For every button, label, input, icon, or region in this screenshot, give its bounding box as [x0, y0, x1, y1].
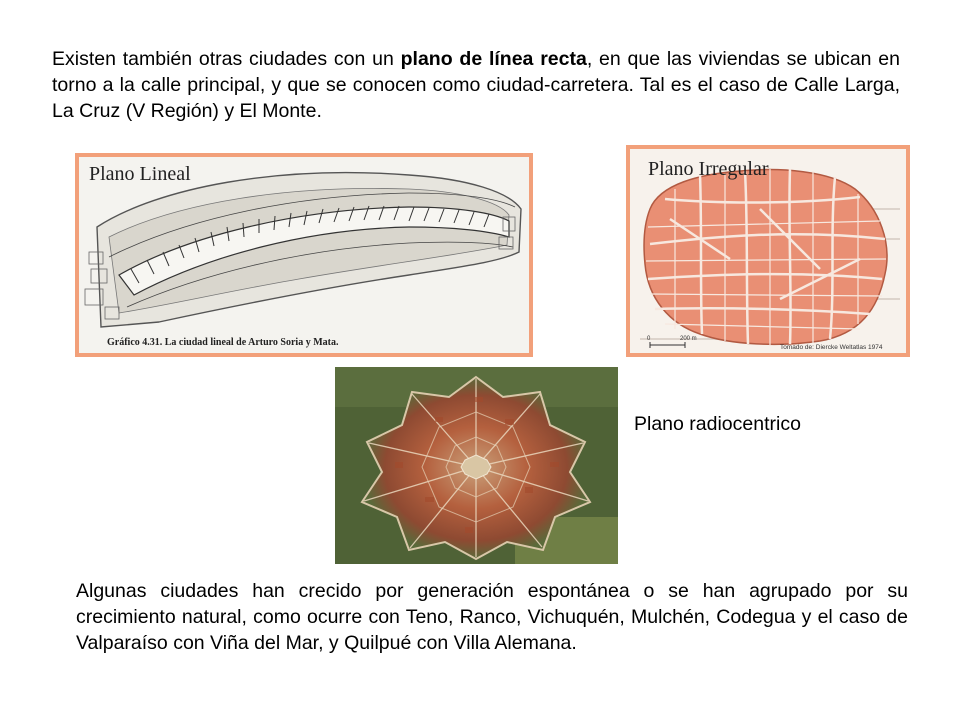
lineal-caption: Gráfico 4.31. La ciudad lineal de Arturo Soria y Mata. — [107, 337, 339, 348]
plano-radiocentrico-label: Plano radiocentrico — [634, 413, 801, 435]
intro-text-before: Existen también otras ciudades con un — [52, 48, 401, 70]
intro-bold-term: plano de línea recta — [400, 48, 587, 70]
intro-paragraph — [52, 46, 900, 124]
radiocentric-city-photo — [335, 367, 618, 564]
intro-text-after: , en que las viviendas se ubican en torno a la calle principal, y que se conocen como ciudad-carretera. Tal es el caso de Calle Larga, La Cruz (V Región) y El Monte. — [52, 48, 900, 122]
closing-paragraph: Algunas ciudades han crecido por generación espontánea o se han agrupado por su crecimiento natural, como ocurre con Teno, Ranco, Vichuquén, Mulchén, Codegua y el caso de Valparaíso con Viña del Mar, y Quilpué con Villa Alemana. — [76, 580, 908, 654]
irregular-source: Tomado de: Diercke Weltatlas 1974 — [780, 344, 883, 351]
scale-zero: 0 — [647, 336, 651, 342]
plano-irregular-label: Plano Irregular — [648, 158, 769, 180]
scale-text: 200 m — [680, 336, 697, 342]
plano-lineal-label: Plano Lineal — [89, 163, 191, 185]
linear-city-sketch — [79, 157, 529, 353]
